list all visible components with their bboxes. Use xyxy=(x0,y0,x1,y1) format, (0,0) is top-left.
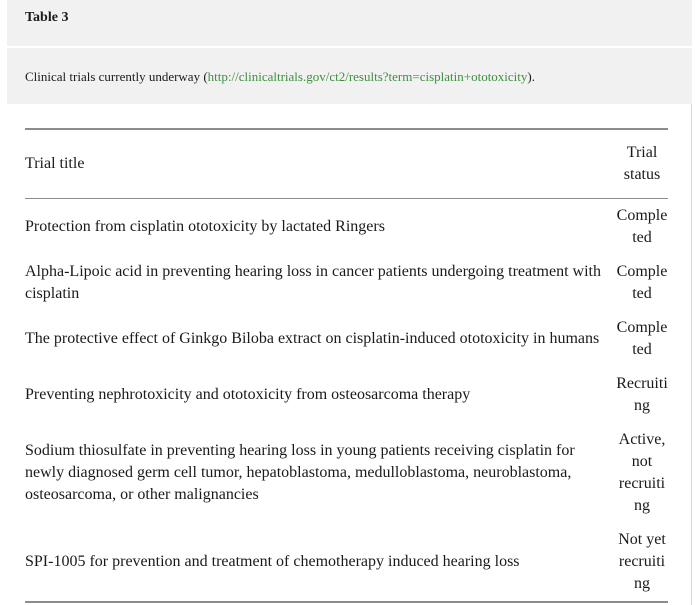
trial-title-cell: SPI-1005 for prevention and treatment of chemotherapy induced hearing loss xyxy=(25,553,520,570)
table-row xyxy=(25,367,668,423)
trial-status-cell: Completed xyxy=(616,319,668,358)
caption-suffix: ). xyxy=(527,68,536,84)
table-body xyxy=(25,199,668,603)
table-row xyxy=(25,423,668,523)
column-header-trial-title: Trial title xyxy=(25,155,85,172)
trial-title-cell: Protection from cisplatin ototoxicity by lactated Ringers xyxy=(25,218,385,235)
table-label: Table 3 xyxy=(25,10,69,25)
table-caption-bar xyxy=(7,48,692,104)
trial-status-cell: Recruiting xyxy=(616,375,668,414)
caption-prefix: Clinical trials currently underway ( xyxy=(25,68,208,84)
trial-title-cell: Alpha-Lipoic acid in preventing hearing loss in cancer patients undergoing treatment with cisplatin xyxy=(25,263,601,302)
trial-status-cell: Completed xyxy=(616,207,668,246)
caption-link[interactable]: http://clinicaltrials.gov/ct2/results?term=cisplatin+ototoxicity xyxy=(207,68,528,84)
trial-title-cell: Sodium thiosulfate in preventing hearing loss in young patients receiving cisplatin for newly diagnosed germ cell tumor, hepatoblastoma, medulloblastoma, neuroblastoma, osteosarcoma, or other malignancies xyxy=(25,442,575,503)
table-view xyxy=(7,0,692,603)
table-row xyxy=(25,199,668,256)
table-row xyxy=(25,523,668,602)
page-edge-divider xyxy=(691,104,692,605)
table-row xyxy=(25,255,668,311)
trial-title-cell: The protective effect of Ginkgo Biloba extract on cisplatin-induced ototoxicity in humans xyxy=(25,330,600,347)
column-header-trial-status: Trial status xyxy=(623,144,661,183)
header-row xyxy=(25,129,668,199)
trial-status-cell: Active, not recruiting xyxy=(618,431,666,514)
trial-status-cell: Completed xyxy=(616,263,668,302)
clinical-trials-table xyxy=(25,128,668,603)
table-label-bar xyxy=(7,0,692,46)
table-row xyxy=(25,311,668,367)
table-caption xyxy=(25,68,535,85)
trial-status-cell: Not yet recruiting xyxy=(618,531,666,592)
trial-title-cell: Preventing nephrotoxicity and ototoxicity from osteosarcoma therapy xyxy=(25,386,471,403)
